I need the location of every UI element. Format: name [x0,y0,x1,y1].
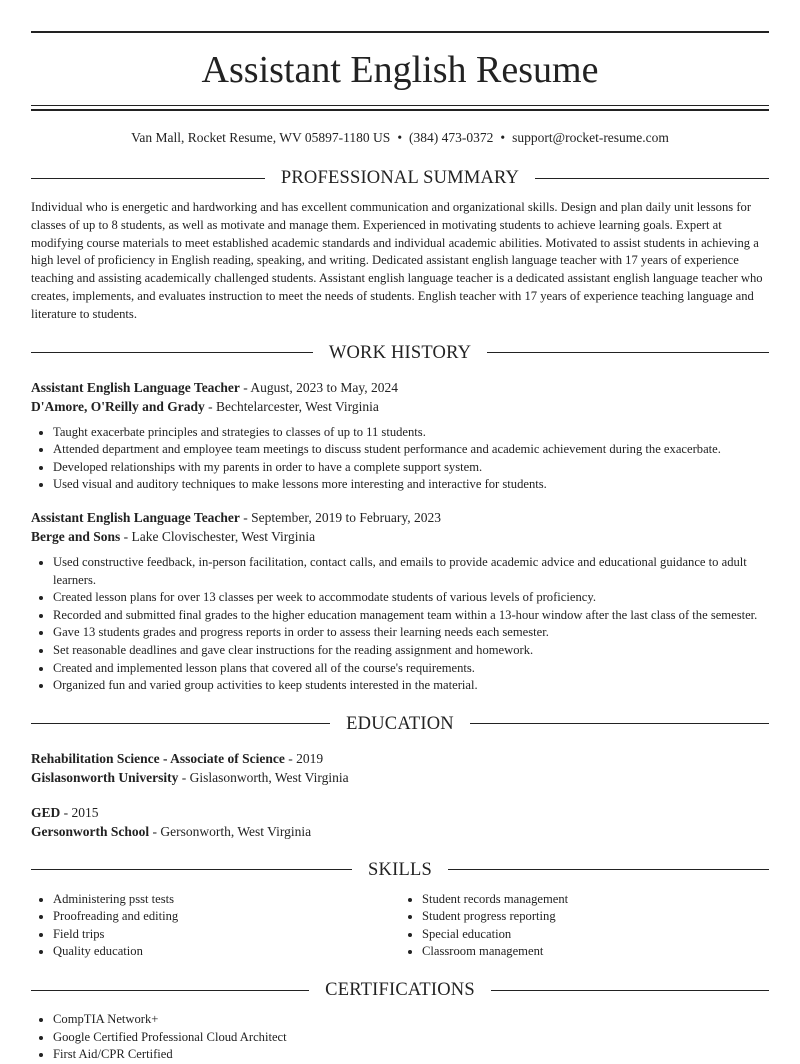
section-heading-label: SKILLS [368,859,432,880]
contact-separator: • [397,130,403,145]
heading-rule [470,723,769,724]
heading-rule [31,178,265,179]
degree: GED [31,804,61,820]
school-location: - Gislasonworth, West Virginia [178,769,349,785]
job-location: - Lake Clovischester, West Virginia [120,528,316,544]
section-heading-work [31,340,769,366]
section-heading-label: PROFESSIONAL SUMMARY [280,168,520,188]
heading-rule [31,990,309,991]
skill-item: • Administering psst tests [53,891,400,909]
degree-year: - 2019 [284,750,324,766]
heading-rule [31,352,313,353]
certification-item: • First Aid/CPR Certified [53,1046,769,1064]
job-bullet: • Used visual and auditory techniques to make lessons more interesting and interactive for students. [53,476,769,494]
job-bullet: • Created lesson plans for over 13 classes per week to accommodate students of various levels of proficiency. [53,589,769,607]
job-bullet: • Gave 13 students grades and progress reports in order to assess their learning needs each semester. [53,624,769,642]
job-bullet: • Set reasonable deadlines and gave clear instructions for the reading assignment and homework. [53,642,769,660]
skills-columns [31,891,769,961]
school-line [31,768,769,787]
job-company: D'Amore, O'Reilly and Grady [31,398,205,414]
job-dates: - September, 2019 to February, 2023 [239,509,441,525]
contact-phone: (384) 473-0372 [409,130,494,145]
job-company: Berge and Sons [31,528,121,544]
job-bullet: • Taught exacerbate principles and strategies to classes of up to 11 students. [53,424,769,442]
heading-rule [491,990,769,991]
section-heading-education [31,711,769,737]
heading-rule [535,178,769,179]
skill-item: • Quality education [53,943,400,961]
job-title-line [31,508,769,527]
skill-item: • Classroom management [422,943,769,961]
section-heading-skills [31,857,769,883]
skill-item: • Special education [422,926,769,944]
job-bullets [31,554,769,695]
heading-rule [487,352,769,353]
skill-item: • Proofreading and editing [53,908,400,926]
job-bullet: • Developed relationships with my parents in order to have a complete support system. [53,459,769,477]
section-heading-label: WORK HISTORY [328,342,472,363]
job-entry [31,378,769,494]
skills-column-right [400,891,769,961]
job-title-line [31,378,769,397]
certification-item: • Google Certified Professional Cloud Architect [53,1029,769,1047]
skills-column-left [31,891,400,961]
heading-rule [31,869,352,870]
job-bullet: • Used constructive feedback, in-person facilitation, contact calls, and emails to provide academic advice and educational guidance to adult learners. [53,554,769,589]
job-company-line [31,397,769,416]
certification-item: • CompTIA Network+ [53,1011,769,1029]
school: Gersonworth School [31,823,150,839]
resume-page [31,0,769,1064]
section-heading-label: EDUCATION [346,713,454,734]
school-location: - Gersonworth, West Virginia [149,823,312,839]
degree-line [31,749,769,768]
skill-item: • Student progress reporting [422,908,769,926]
degree: Rehabilitation Science - Associate of Science [31,750,285,766]
job-dates: - August, 2023 to May, 2024 [239,379,399,395]
contact-email: support@rocket-resume.com [512,130,669,145]
skill-item: • Field trips [53,926,400,944]
education-list [31,749,769,841]
job-bullets [31,424,769,494]
contact-address: Van Mall, Rocket Resume, WV 05897-1180 US [131,130,391,145]
job-title: Assistant English Language Teacher [31,509,240,525]
page-title: Assistant English Resume [201,49,599,91]
school: Gislasonworth University [31,769,179,785]
section-heading-label: CERTIFICATIONS [325,980,475,1001]
job-bullet: • Organized fun and varied group activities to keep students interested in the material. [53,677,769,695]
job-title: Assistant English Language Teacher [31,379,240,395]
skill-item: • Student records management [422,891,769,909]
job-location: - Bechtelarcester, West Virginia [204,398,379,414]
education-entry [31,803,769,841]
contact-line [31,129,769,149]
work-history-list [31,378,769,695]
job-bullet: • Created and implemented lesson plans that covered all of the course's requirements. [53,660,769,678]
summary-text: Individual who is energetic and hardworking and has excellent communication and organizational skills. Design and plan daily unit lessons for classes of up to 8 students, as well as motivate and manage them. Experienced in motivating students to achieve learning goals. Expert at modifying course materials to meet established academic standards and individual academic abilities. Motivated to assist students in achieving a high level of proficiency in English reading, speaking, and writing. Dedicated assistant english language teacher with 17 years of experience teaching and assisting academically challenged students. Assistant english language teacher is a dedicated assistant english language teacher who creates, implements, and evaluates instruction to meet the needs of students. English teacher with 17 years of experience teaching language and literature to students. [31,200,763,321]
title-double-rule [31,105,769,111]
section-heading-certifications [31,977,769,1003]
education-entry [31,749,769,787]
job-bullet: • Recorded and submitted final grades to the higher education management team within a 13-hour window after the last class of the semester. [53,607,769,625]
school-line [31,822,769,841]
contact-separator: • [500,130,506,145]
certifications-list [31,1011,769,1064]
heading-rule [448,869,769,870]
job-bullet: • Attended department and employee team meetings to discuss student performance and academic achievement during the exacerbate. [53,441,769,459]
job-entry [31,508,769,695]
section-heading-summary [31,165,769,191]
heading-rule [31,723,330,724]
degree-line [31,803,769,822]
top-rule [31,31,769,33]
degree-year: - 2015 [60,804,99,820]
job-company-line [31,527,769,546]
